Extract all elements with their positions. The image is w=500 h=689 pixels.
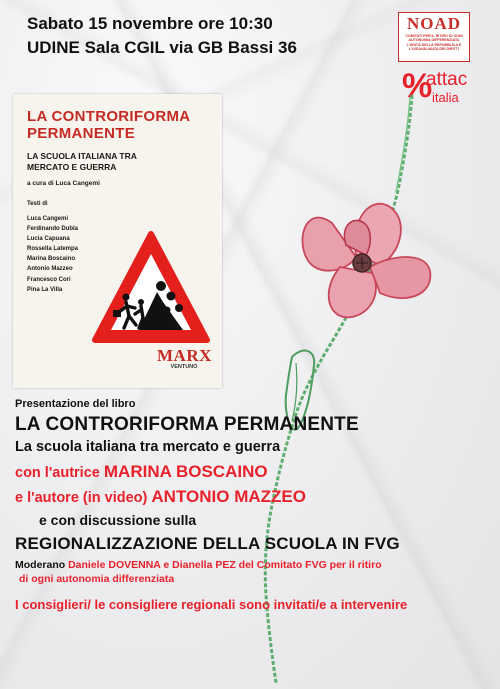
video-author-line: [15, 487, 306, 507]
moderator-prefix: Moderano: [15, 559, 66, 571]
author-name: MARINA BOSCAINO: [103, 462, 268, 481]
attac-percent-icon: %: [402, 67, 433, 105]
video-author-name: ANTONIO MAZZEO: [151, 487, 306, 506]
book-cover-subtitle-line1: LA SCUOLA ITALIANA TRA: [27, 151, 137, 161]
publisher-logo: [157, 348, 211, 370]
event-date-time: Sabato 15 novembre ore 10:30: [27, 14, 273, 33]
author-line: [15, 462, 268, 482]
noad-logo: [398, 12, 470, 62]
book-cover-title-line1: LA CONTRORIFORMA: [27, 108, 191, 125]
presentation-label: Presentazione del libro: [15, 398, 136, 410]
warning-sign-icon: [91, 230, 211, 346]
book-subtitle: La scuola italiana tra mercato e guerra: [15, 439, 281, 455]
book-cover-author: Lucia Capuana: [27, 236, 70, 243]
video-author-prefix: e l'autore (in video): [15, 490, 148, 506]
book-title: LA CONTRORIFORMA PERMANENTE: [15, 414, 359, 435]
book-cover-author-list: [27, 214, 78, 295]
book-cover-author: Marina Boscaino: [27, 256, 76, 263]
book-cover: [13, 94, 222, 388]
noad-logo-title: NOAD: [406, 14, 462, 33]
book-cover-subtitle-line2: MERCATO E GUERRA: [27, 162, 117, 172]
invite-line: I consiglieri/ le consigliere regionali sono invitati/e a intervenire: [15, 597, 408, 612]
book-cover-author: Rossella Latempa: [27, 246, 79, 253]
noad-logo-subtitle: COMITATI PER IL RITIRO DI OGNI AUTONOMIA DIFFERENZIATA L'UNITÀ DELLA REPUBBLICA E L'UGUAGLIANZA DEI DIRITTI: [405, 34, 463, 52]
moderator-line: [15, 559, 382, 571]
attac-logo-name: attac: [426, 69, 468, 90]
book-cover-author: Francesco Cori: [27, 276, 71, 283]
book-cover-editor: a cura di Luca Cangemi: [27, 180, 100, 187]
moderator-line-continuation: di ogni autonomia differenziata: [19, 573, 175, 585]
moderator-names: Daniele DOVENNA e Dianella PEZ del Comitato FVG per il ritiro: [68, 559, 382, 571]
book-cover-author: Ferdinando Dubla: [27, 226, 78, 233]
discussion-line: e con discussione sulla: [39, 512, 197, 528]
publisher-name: MARX: [157, 346, 212, 365]
publisher-subname: VENTUNO: [170, 364, 198, 370]
book-cover-title-line2: PERMANENTE: [27, 125, 136, 142]
book-cover-author: Pina La Villa: [27, 286, 63, 293]
event-location: UDINE Sala CGIL via GB Bassi 36: [27, 38, 297, 57]
regional-title: REGIONALIZZAZIONE DELLA SCUOLA IN FVG: [15, 534, 400, 553]
book-cover-author: Luca Cangemi: [27, 216, 69, 222]
attac-logo-country: italia: [432, 90, 459, 105]
book-cover-texts-label: Testi di: [27, 201, 48, 207]
book-cover-author: Antonio Mazzeo: [27, 266, 73, 273]
author-prefix: con l'autrice: [15, 465, 100, 481]
